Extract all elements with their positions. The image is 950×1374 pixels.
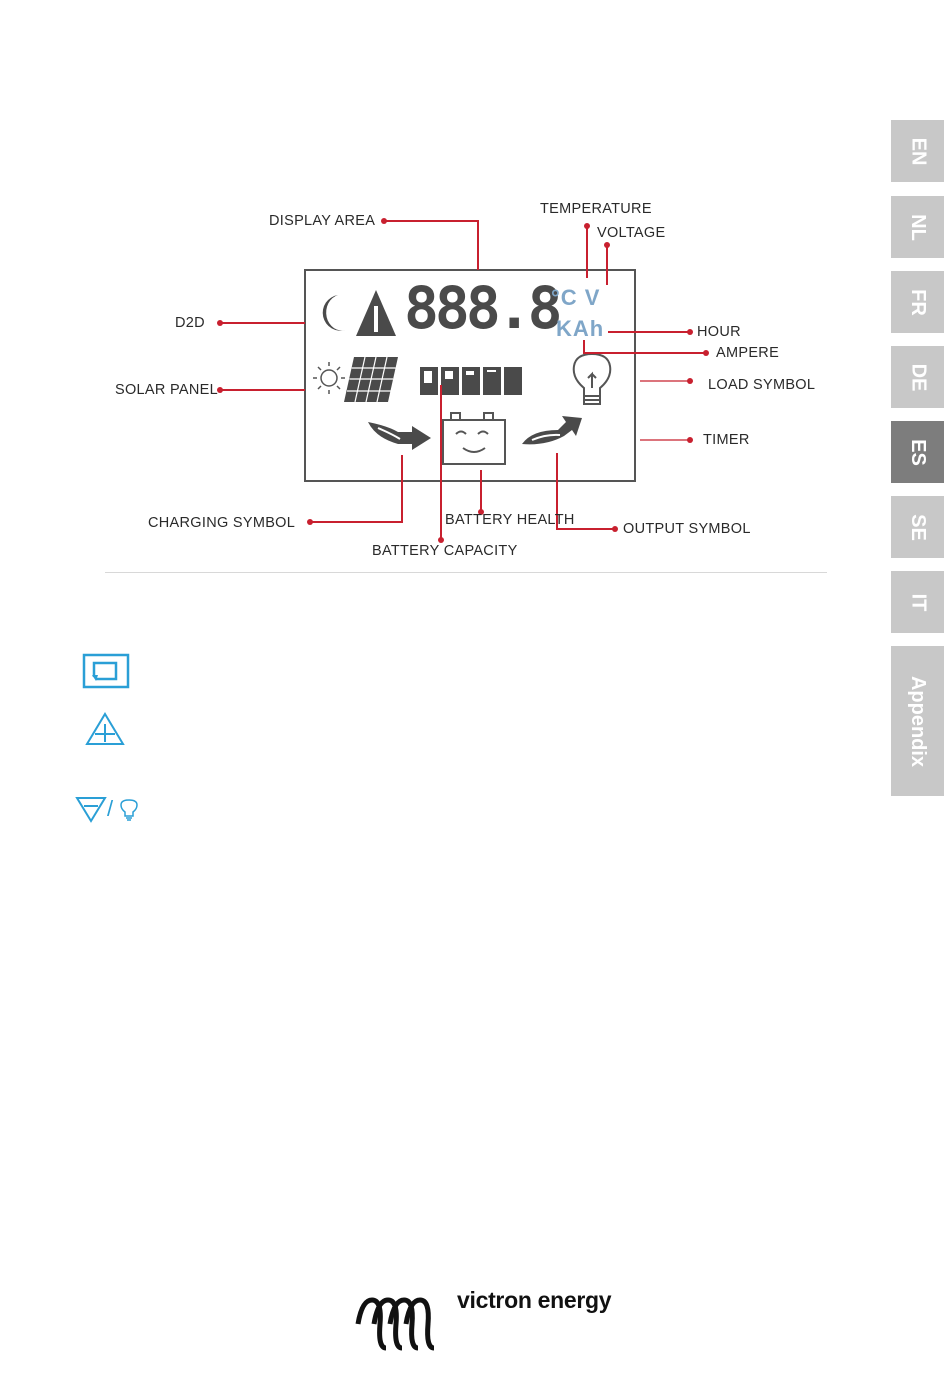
label-temperature: TEMPERATURE — [540, 201, 652, 217]
label-output-symbol: OUTPUT SYMBOL — [623, 521, 751, 537]
tab-label: NL — [906, 213, 929, 241]
lcd-unit-kah: KAh — [556, 316, 605, 341]
output-arrow-icon — [522, 416, 582, 444]
tab-label: EN — [906, 137, 929, 165]
label-load-symbol: LOAD SYMBOL — [708, 377, 816, 393]
down-minus-triangle-icon — [75, 795, 107, 823]
divider — [105, 572, 827, 573]
label-charging-symbol: CHARGING SYMBOL — [148, 515, 296, 531]
label-display-area: DISPLAY AREA — [269, 213, 376, 229]
label-ampere: AMPERE — [716, 345, 780, 361]
menu-cycle-button-icon — [82, 653, 130, 689]
up-plus-triangle-icon — [84, 711, 126, 747]
load-lightbulb-icon — [574, 354, 611, 404]
brand-name: victron energy — [457, 1287, 612, 1313]
sun-icon — [313, 362, 345, 394]
lcd-unit-temp-volt: °C V — [551, 285, 601, 310]
tab-label: SE — [907, 513, 929, 541]
tab-label: Appendix — [907, 675, 929, 767]
label-battery-health: BATTERY HEALTH — [445, 512, 575, 528]
lightbulb-icon — [119, 798, 139, 822]
tab-label: IT — [907, 593, 929, 611]
label-hour: HOUR — [697, 324, 741, 340]
label-timer: TIMER — [703, 432, 750, 448]
victron-logo-icon — [350, 1294, 446, 1356]
label-d2d: D2D — [175, 315, 205, 331]
button-separator: / — [107, 796, 114, 821]
tab-label: DE — [906, 363, 929, 391]
label-battery-capacity: BATTERY CAPACITY — [372, 543, 518, 559]
label-voltage: VOLTAGE — [597, 225, 666, 241]
label-solar-panel: SOLAR PANEL — [115, 382, 218, 398]
charging-arrow-icon — [368, 422, 431, 450]
lcd-digits: 888.8 — [404, 274, 559, 342]
solar-panel-icon — [344, 357, 398, 402]
tab-label: ES — [907, 438, 929, 466]
tab-label: FR — [906, 288, 929, 316]
battery-health-icon — [443, 413, 505, 464]
battery-capacity-bars — [420, 367, 522, 395]
moon-icon — [323, 295, 346, 331]
